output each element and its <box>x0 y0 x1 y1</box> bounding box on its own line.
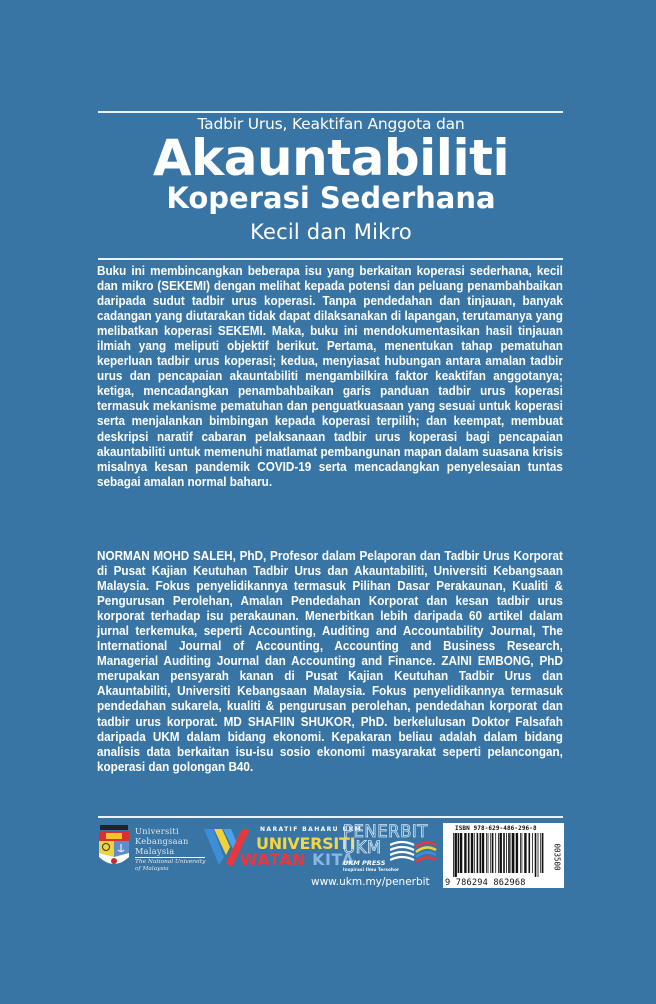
barcode-bar <box>477 833 479 873</box>
tail-title: Kecil dan Mikro <box>250 220 412 244</box>
barcode-bar <box>532 833 533 873</box>
barcode-bar <box>500 833 502 873</box>
ukm-subtitle-line1: The National University <box>135 859 206 865</box>
open-book-icon <box>390 839 440 867</box>
barcode-bar <box>490 833 491 873</box>
authors-bio-paragraph: NORMAN MOHD SALEH, PhD, Profesor dalam Pelaporan dan Tadbir Urus Korporat di Pusat Kajian Keutuhan Tadbir Urus dan Akauntabiliti, Universiti Kebangsaan Malaysia. Fokus penyelidikannya termasuk Pilihan Dasar Perakaunan, Kualiti & Pengurusan Perolehan, Amalan Pendedahan Korporat dan kesan tadbir urus korporat terhadap isu perakaunan. Menerbitkan lebih daripada 60 artikel dalam jurnal terkemuka, seperti Accounting, Auditing and Accountability Journal, The International Journal of Accounting, Accounting and Business Research, Managerial Auditing Journal dan Accounting and Finance. ZAINI EMBONG, PhD merupakan pensyarah kanan di Pusat Kajian Keutuhan Tadbir Urus dan Akauntabiliti, Universiti Kebangsaan Malaysia. Fokus penyelidikannya termasuk pendedahan sukarela, kualiti & pengurusan perolehan, pendedahan korporat dan tadbir urus korporat. MD SHAFIIN SHUKOR, PhD. berkelulusan Doktor Falsafah daripada UKM dalam bidang ekonomi. Kepakaran beliau adalah dalam bidang analisis data berkaitan isu-isu sosio ekonomi masyarakat seperti pelancongan, koperasi dan golongan B40. <box>97 549 563 774</box>
penerbit-ukm-text: UKM <box>343 838 382 857</box>
barcode-bar <box>542 833 544 873</box>
publisher-url[interactable]: www.ukm.my/penerbit <box>311 876 430 888</box>
ukm-name-line3: Malaysia <box>135 846 175 856</box>
ukm-subtitle-line2: of Malaysia <box>135 865 169 872</box>
barcode-bar <box>506 833 507 873</box>
barcode-bars <box>453 833 545 877</box>
ukm-name <box>135 826 189 856</box>
ukm-divider <box>135 857 205 858</box>
barcode-bar <box>482 833 484 873</box>
barcode-bar <box>520 833 521 873</box>
barcode-bar <box>535 833 537 877</box>
ukm-press-text: UKM PRESS <box>343 859 386 867</box>
isbn-digits: 9 786294 862968 <box>445 878 526 888</box>
uwk-watan: WATAN <box>240 850 313 869</box>
barcode-bar <box>464 833 466 873</box>
barcode-bar <box>492 833 494 873</box>
title-rule <box>98 258 563 260</box>
universiti-watan-kita-logo <box>204 823 363 869</box>
barcode-bar <box>498 833 499 873</box>
barcode-bar <box>480 833 482 873</box>
isbn-barcode <box>443 823 564 888</box>
uwk-tagline: NARATIF BAHARU UKM <box>260 826 363 833</box>
barcode-bar <box>486 833 487 873</box>
penerbit-tagline: Inspirasi Ilmu Tersohor <box>343 867 400 872</box>
uwk-line1: UNIVERSITI <box>256 834 356 853</box>
main-title: Akauntabiliti <box>152 129 510 187</box>
barcode-bar <box>495 833 496 873</box>
ukm-logo <box>97 825 207 873</box>
sub-title: Koperasi Sederhana <box>166 181 496 215</box>
ukm-name-line2: Kebangsaan <box>135 836 189 846</box>
barcode-bar <box>538 833 539 877</box>
barcode-bar <box>474 833 475 873</box>
price-code <box>552 837 562 877</box>
barcode-bar <box>540 833 541 873</box>
price-code-text: 003500 <box>552 843 562 871</box>
uwk-line2 <box>240 850 355 869</box>
barcode-bar <box>522 833 523 873</box>
isbn-label: ISBN 978-629-486-296-8 <box>455 825 537 832</box>
barcode-bar <box>503 833 505 873</box>
barcode-bar <box>458 833 460 873</box>
barcode-bar <box>529 833 531 873</box>
barcode-bar <box>468 833 470 873</box>
ukm-name-line1: Universiti <box>135 826 179 836</box>
title-block <box>90 114 572 245</box>
barcode-bar <box>516 833 518 873</box>
penerbit-text: PENERBIT <box>343 822 428 841</box>
ukm-subtitle <box>135 859 205 872</box>
synopsis-paragraph: Buku ini membincangkan beberapa isu yang berkaitan koperasi sederhana, kecil dan mikro (SEKEMI) dengan melihat kepada potensi dan peluang penambahbaikan daripada sudut tadbir urus koperasi. Tanpa pendedahan dan tinjauan, banyak cadangan yang diutarakan tidak dapat dilaksanakan di lapangan, terutamanya yang melibatkan koperasi SEKEMI. Maka, buku ini mendokumentasikan hasil tinjauan ilmiah yang meliputi objektif berikut. Pertama, menentukan tahap pematuhan keperluan tadbir urus koperasi; kedua, menyiasat hubungan antara amalan tadbir urus dan pencapaian akauntabiliti mengambilkira faktor keaktifan anggotanya; ketiga, mencadangkan penambahbaikan garis panduan tadbir urus koperasi termasuk mekanisme pematuhan dan penguatkuasaan yang sesuai untuk koperasi serta menjalankan bimbingan kepada koperasi terpilih; dan keempat, membuat deskripsi naratif cabaran pelaksanaan tadbir urus koperasi bagi pencapaian akauntabiliti untuk memenuhi matlamat pembangunan mapan dalam suasana krisis misalnya kesan pandemik COVID-19 serta mencadangkan penyelesaian tuntas sebagai amalan normal baharu. <box>97 264 563 489</box>
barcode-bar <box>524 833 526 873</box>
penerbit-ukm-logo <box>340 823 440 871</box>
uwk-kita: KITA <box>312 850 355 869</box>
barcode-bar <box>488 833 489 873</box>
ukm-crest-icon <box>97 825 131 871</box>
barcode-bar <box>512 833 514 873</box>
pretitle: Tadbir Urus, Keaktifan Anggota dan <box>197 115 465 133</box>
barcode-bar <box>471 833 473 873</box>
barcode-bar <box>460 833 462 873</box>
barcode-bar <box>508 833 510 873</box>
top-rule <box>98 111 563 113</box>
bottom-rule <box>98 816 563 818</box>
barcode-bar <box>511 833 512 873</box>
barcode-bar <box>453 833 454 877</box>
barcode-bar <box>455 833 457 877</box>
